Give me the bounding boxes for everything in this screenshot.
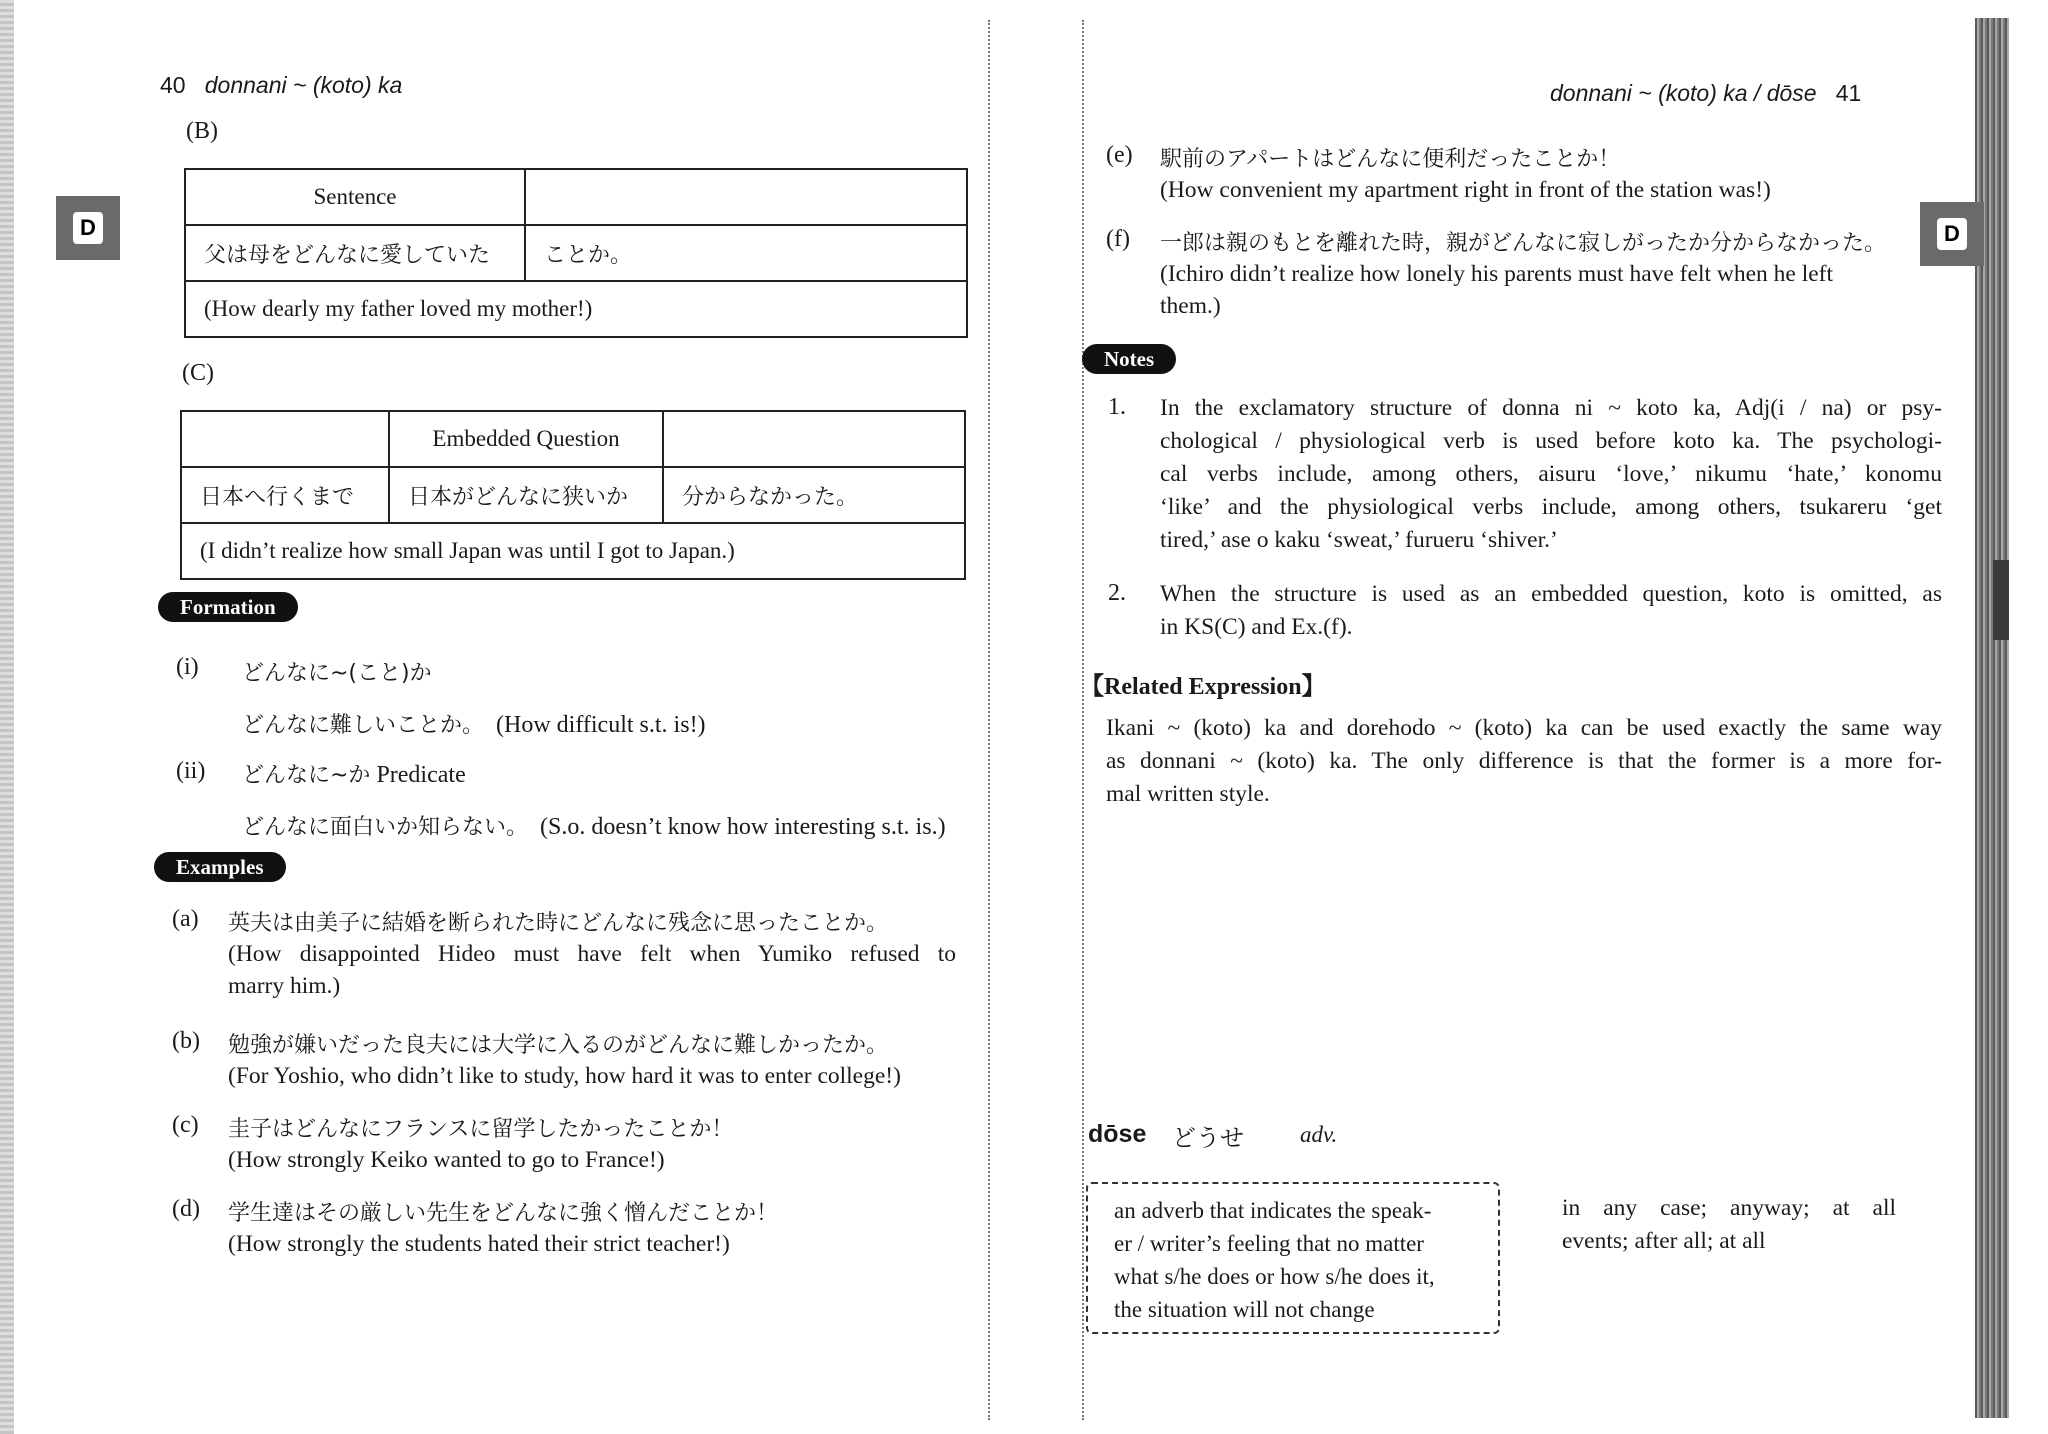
note-1-line: chological / physiological verb is used before koto ka. The psychologi- bbox=[1160, 428, 1942, 454]
example-d-en: (How strongly the students hated their strict teacher!) bbox=[228, 1231, 730, 1257]
formation-item-1-example-jp: どんなに難しいことか。 bbox=[242, 713, 485, 738]
formation-item-2-pattern: どんなに~か bbox=[242, 763, 371, 788]
definition-line: an adverb that indicates the speak- bbox=[1114, 1198, 1432, 1223]
right-page bbox=[1040, 0, 2048, 1434]
example-a-label: (a) bbox=[172, 906, 199, 932]
example-b-en: (For Yoshio, who didn’t like to study, how hard it was to enter college!) bbox=[228, 1063, 901, 1089]
formation-item-1-example bbox=[242, 708, 706, 739]
example-a-jp: 英夫は由美子に結婚を断られた時にどんなに残念に思ったことか。 bbox=[228, 911, 889, 936]
tab-letter: D bbox=[73, 212, 103, 244]
example-e-jp: 駅前のアパートはどんなに便利だったことか！ bbox=[1160, 147, 1621, 172]
table-cell: Sentence bbox=[185, 169, 525, 225]
example-a-en-1: (How disappointed Hideo must have felt when Yumiko refused to bbox=[228, 941, 956, 967]
formation-item-1-label: (i) bbox=[176, 654, 199, 680]
definition-box bbox=[1086, 1182, 1500, 1334]
related-expression-body bbox=[1106, 712, 1942, 811]
section-b-label: (B) bbox=[186, 118, 218, 144]
entry-kana: どうせ bbox=[1172, 1124, 1244, 1152]
related-expression-line: as donnani ~ (koto) ka. The only difference is that the former is a more for- bbox=[1106, 748, 1942, 774]
example-f-en-1: (Ichiro didn’t realize how lonely his parents must have felt when he left bbox=[1160, 261, 1834, 287]
formation-item-2-example-en: (S.o. doesn’t know how interesting s.t. is.) bbox=[540, 814, 946, 840]
example-c-en: (How strongly Keiko wanted to go to France!) bbox=[228, 1147, 665, 1173]
formation-item-2-pattern-line bbox=[242, 758, 466, 789]
note-2-line: When the structure is used as an embedded question, koto is omitted, as bbox=[1160, 581, 1942, 607]
page-number: 40 bbox=[160, 72, 186, 98]
example-e-label: (e) bbox=[1106, 142, 1133, 168]
formation-item-2-example bbox=[242, 810, 946, 841]
tab-letter: D bbox=[1937, 218, 1967, 250]
related-expression-line: mal written style. bbox=[1106, 781, 1270, 807]
table-cell: Embedded Question bbox=[389, 411, 663, 467]
page-title: donnani ~ (koto) ka bbox=[204, 72, 403, 98]
table-cell: (I didn’t realize how small Japan was until I got to Japan.) bbox=[181, 523, 965, 579]
table-cell bbox=[525, 169, 967, 225]
example-b-label: (b) bbox=[172, 1028, 200, 1054]
example-c-jp: 圭子はどんなにフランスに留学したかったことか！ bbox=[228, 1117, 734, 1142]
example-f-en-2: them.) bbox=[1160, 293, 1221, 319]
example-e-en: (How convenient my apartment right in front of the station was!) bbox=[1160, 177, 1771, 203]
formation-item-1-example-en: (How difficult s.t. is!) bbox=[496, 712, 706, 738]
section-tab-d bbox=[1920, 202, 1984, 266]
page-number: 41 bbox=[1835, 80, 1862, 106]
related-expression-heading: 【Related Expression】 bbox=[1080, 674, 1326, 700]
example-c-label: (c) bbox=[172, 1112, 199, 1138]
entry-translation bbox=[1562, 1192, 1896, 1258]
section-c-label: (C) bbox=[182, 360, 214, 386]
table-cell: 父は母をどんなに愛していた bbox=[185, 225, 525, 281]
note-2-line: in KS(C) and Ex.(f). bbox=[1160, 614, 1353, 640]
example-f-jp: 一郎は親のもとを離れた時，親がどんなに寂しがったか分からなかった。 bbox=[1160, 231, 1887, 256]
translation-line: events; after all; at all bbox=[1562, 1228, 1766, 1254]
note-2-number: 2. bbox=[1108, 580, 1126, 606]
table-cell: 日本へ行くまで bbox=[181, 467, 389, 523]
table-row bbox=[185, 281, 967, 337]
table-row bbox=[185, 169, 967, 225]
note-1-body bbox=[1160, 392, 1942, 557]
notes-pill: Notes bbox=[1082, 344, 1176, 374]
left-page-header bbox=[160, 72, 402, 99]
note-1-line: In the exclamatory structure of donna ni ~ koto ka, Adj(i / na) or psy- bbox=[1160, 395, 1942, 421]
key-sentence-c-table bbox=[180, 410, 966, 580]
table-cell: ことか。 bbox=[525, 225, 967, 281]
example-b-jp: 勉強が嫌いだった良夫には大学に入るのがどんなに難しかったか。 bbox=[228, 1033, 889, 1058]
page-title: donnani ~ (koto) ka / dōse bbox=[1550, 80, 1817, 106]
translation-line: in any case; anyway; at all bbox=[1562, 1195, 1896, 1221]
definition-line: er / writer’s feeling that no matter bbox=[1114, 1231, 1424, 1256]
note-1-line: cal verbs include, among others, aisuru ‘love,’ nikumu ‘hate,’ konomu bbox=[1160, 461, 1942, 487]
example-d-jp: 学生達はその厳しい先生をどんなに強く憎んだことか！ bbox=[228, 1201, 779, 1226]
formation-item-2-example-jp: どんなに面白いか知らない。 bbox=[242, 815, 529, 840]
right-page-header bbox=[1550, 80, 1861, 107]
note-1-number: 1. bbox=[1108, 394, 1126, 420]
entry-part-of-speech: adv. bbox=[1300, 1122, 1338, 1147]
table-cell bbox=[663, 411, 965, 467]
table-cell: (How dearly my father loved my mother!) bbox=[185, 281, 967, 337]
key-sentence-b-table bbox=[184, 168, 968, 338]
note-1-line: ‘like’ and the physiological verbs include, among others, tsukareru ‘get bbox=[1160, 494, 1942, 520]
example-a-en-2: marry him.) bbox=[228, 973, 341, 999]
table-cell bbox=[181, 411, 389, 467]
table-row bbox=[185, 225, 967, 281]
left-page bbox=[0, 0, 1000, 1434]
table-row bbox=[181, 523, 965, 579]
definition-line: what s/he does or how s/he does it, bbox=[1114, 1264, 1435, 1289]
note-1-line: tired,’ ase o kaku ‘sweat,’ furueru ‘shiver.’ bbox=[1160, 527, 1558, 553]
example-f-label: (f) bbox=[1106, 226, 1130, 252]
related-expression-line: Ikani ~ (koto) ka and dorehodo ~ (koto) ka can be used exactly the same way bbox=[1106, 715, 1942, 741]
table-row bbox=[181, 467, 965, 523]
table-cell: 分からなかった。 bbox=[663, 467, 965, 523]
section-tab-d bbox=[56, 196, 120, 260]
definition-line: the situation will not change bbox=[1114, 1297, 1375, 1322]
table-cell: 日本がどんなに狭いか bbox=[389, 467, 663, 523]
note-2-body bbox=[1160, 578, 1942, 644]
examples-pill: Examples bbox=[154, 852, 286, 882]
formation-item-2-pattern-tail: Predicate bbox=[376, 762, 466, 788]
formation-item-1-pattern: どんなに~(こと)か bbox=[242, 661, 432, 686]
table-row bbox=[181, 411, 965, 467]
formation-pill: Formation bbox=[158, 592, 298, 622]
formation-item-2-label: (ii) bbox=[176, 758, 206, 784]
example-d-label: (d) bbox=[172, 1196, 200, 1222]
entry-headword: dōse bbox=[1088, 1120, 1147, 1148]
